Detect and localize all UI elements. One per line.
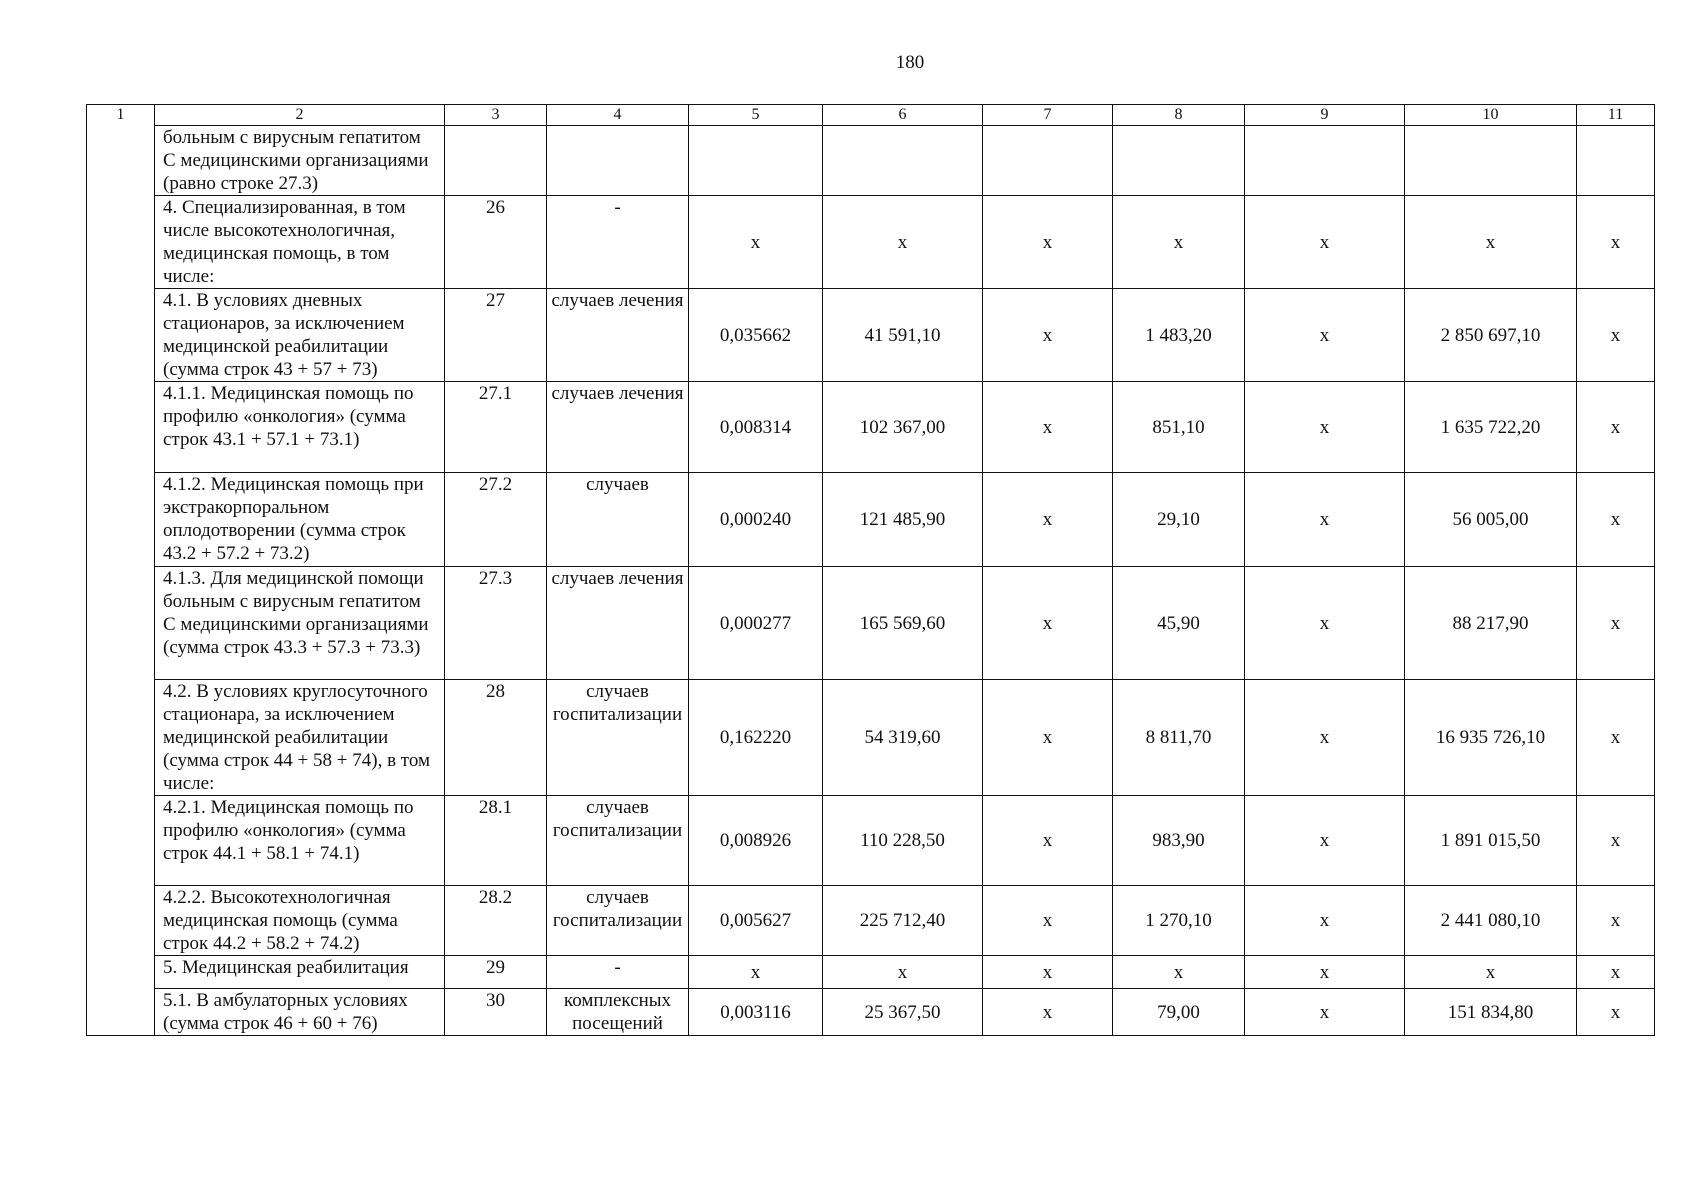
row-code-cell: 27.1 [445,382,547,473]
value-cell-c10: 2 850 697,10 [1405,289,1577,382]
value-cell-c8: 983,90 [1113,796,1245,886]
value-cell-c6: 225 712,40 [823,886,983,956]
column-number: 10 [1405,105,1577,126]
value-cell-c8: 8 811,70 [1113,680,1245,796]
row-code-cell: 27.3 [445,567,547,680]
row-number-cell [87,473,155,567]
value-cell-c7: х [983,382,1113,473]
value-cell-c7: х [983,680,1113,796]
value-cell-c7: х [983,989,1113,1036]
value-cell-c5: х [689,196,823,289]
value-cell-c11: х [1577,989,1655,1036]
value-cell-c8: 79,00 [1113,989,1245,1036]
value-cell-c9: х [1245,289,1405,382]
table-row [87,196,1655,289]
row-number-cell [87,382,155,473]
value-cell-c5: х [689,956,823,989]
value-cell-c6: 54 319,60 [823,680,983,796]
value-cell-c10: 88 217,90 [1405,567,1577,680]
value-cell-c6 [823,126,983,196]
table-row [87,126,1655,196]
value-cell-c5: 0,000240 [689,473,823,567]
table-body [87,105,1655,1036]
value-cell-c9: х [1245,567,1405,680]
value-cell-c8: х [1113,196,1245,289]
table-row [87,680,1655,796]
value-cell-c9: х [1245,680,1405,796]
table-row [87,382,1655,473]
value-cell-c10: 151 834,80 [1405,989,1577,1036]
indicator-name-cell: 4.2. В условиях круглосуточного стационара, за исключением медицинской реабилитации (сумма строк 44 + 58 + 74), в том числе: [155,680,445,796]
value-cell-c8: 1 483,20 [1113,289,1245,382]
unit-cell [547,126,689,196]
value-cell-c6: 41 591,10 [823,289,983,382]
row-number-cell [87,796,155,886]
indicator-name-cell: 4.1.3. Для медицинской помощи больным с вирусным гепатитом С медицинскими организациями (сумма строк 43.3 + 57.3 + 73.3) [155,567,445,680]
unit-cell: - [547,196,689,289]
row-code-cell: 29 [445,956,547,989]
value-cell-c9: х [1245,989,1405,1036]
column-number: 5 [689,105,823,126]
table-row [87,289,1655,382]
indicator-name-cell: 4.1.2. Медицинская помощь при экстракорпоральном оплодотворении (сумма строк 43.2 + 57.2 + 73.2) [155,473,445,567]
value-cell-c6: 110 228,50 [823,796,983,886]
value-cell-c8: х [1113,956,1245,989]
indicator-name-cell: 4. Специализированная, в том числе высокотехнологичная, медицинская помощь, в том числе: [155,196,445,289]
value-cell-c11 [1577,126,1655,196]
value-cell-c11: х [1577,886,1655,956]
value-cell-c6: 25 367,50 [823,989,983,1036]
value-cell-c9: х [1245,796,1405,886]
value-cell-c9 [1245,126,1405,196]
column-number: 11 [1577,105,1655,126]
value-cell-c9: х [1245,956,1405,989]
row-number-cell [87,126,155,196]
value-cell-c5: 0,035662 [689,289,823,382]
value-cell-c10: 1 635 722,20 [1405,382,1577,473]
row-code-cell: 28.1 [445,796,547,886]
indicator-name-cell: больным с вирусным гепатитом С медицинскими организациями (равно строке 27.3) [155,126,445,196]
value-cell-c8 [1113,126,1245,196]
value-cell-c8: 1 270,10 [1113,886,1245,956]
column-number: 7 [983,105,1113,126]
value-cell-c9: х [1245,382,1405,473]
value-cell-c5: 0,005627 [689,886,823,956]
table-row [87,956,1655,989]
value-cell-c7: х [983,956,1113,989]
unit-cell: - [547,956,689,989]
value-cell-c7: х [983,567,1113,680]
row-number-cell [87,680,155,796]
row-number-cell [87,196,155,289]
value-cell-c11: х [1577,473,1655,567]
value-cell-c7: х [983,473,1113,567]
value-cell-c9: х [1245,196,1405,289]
row-code-cell: 26 [445,196,547,289]
column-number: 8 [1113,105,1245,126]
column-number: 4 [547,105,689,126]
column-number: 3 [445,105,547,126]
value-cell-c5: 0,000277 [689,567,823,680]
value-cell-c5: 0,008314 [689,382,823,473]
column-number: 2 [155,105,445,126]
value-cell-c8: 29,10 [1113,473,1245,567]
unit-cell: случаев госпитализации [547,796,689,886]
unit-cell: случаев лечения [547,567,689,680]
value-cell-c9: х [1245,473,1405,567]
table-row [87,886,1655,956]
value-cell-c10: 56 005,00 [1405,473,1577,567]
row-code-cell: 30 [445,989,547,1036]
row-number-cell [87,567,155,680]
value-cell-c11: х [1577,196,1655,289]
indicator-name-cell: 5.1. В амбулаторных условиях (сумма строк 46 + 60 + 76) [155,989,445,1036]
value-cell-c6: х [823,196,983,289]
unit-cell: случаев госпитализации [547,680,689,796]
value-cell-c10: 2 441 080,10 [1405,886,1577,956]
table-row [87,567,1655,680]
value-cell-c11: х [1577,382,1655,473]
value-cell-c11: х [1577,956,1655,989]
row-code-cell: 28.2 [445,886,547,956]
value-cell-c10: 16 935 726,10 [1405,680,1577,796]
value-cell-c10: х [1405,956,1577,989]
value-cell-c7 [983,126,1113,196]
row-number-cell [87,989,155,1036]
indicator-name-cell: 5. Медицинская реабилитация [155,956,445,989]
value-cell-c10: 1 891 015,50 [1405,796,1577,886]
value-cell-c11: х [1577,680,1655,796]
indicator-name-cell: 4.1.1. Медицинская помощь по профилю «онкология» (сумма строк 43.1 + 57.1 + 73.1) [155,382,445,473]
row-code-cell: 27.2 [445,473,547,567]
unit-cell: случаев госпитализации [547,886,689,956]
value-cell-c11: х [1577,567,1655,680]
row-code-cell [445,126,547,196]
column-number: 9 [1245,105,1405,126]
value-cell-c10: х [1405,196,1577,289]
unit-cell: случаев лечения [547,289,689,382]
indicator-name-cell: 4.2.2. Высокотехнологичная медицинская помощь (сумма строк 44.2 + 58.2 + 74.2) [155,886,445,956]
value-cell-c6: 165 569,60 [823,567,983,680]
indicator-name-cell: 4.2.1. Медицинская помощь по профилю «онкология» (сумма строк 44.1 + 58.1 + 74.1) [155,796,445,886]
value-cell-c11: х [1577,289,1655,382]
table-row [87,796,1655,886]
table-row [87,473,1655,567]
value-cell-c6: 102 367,00 [823,382,983,473]
data-table [86,104,1655,1036]
value-cell-c9: х [1245,886,1405,956]
value-cell-c5 [689,126,823,196]
value-cell-c8: 45,90 [1113,567,1245,680]
page-number: 180 [895,52,925,73]
unit-cell: случаев [547,473,689,567]
value-cell-c7: х [983,886,1113,956]
column-number-row [87,105,1655,126]
row-code-cell: 28 [445,680,547,796]
column-number: 6 [823,105,983,126]
value-cell-c6: 121 485,90 [823,473,983,567]
row-code-cell: 27 [445,289,547,382]
row-number-cell [87,289,155,382]
value-cell-c10 [1405,126,1577,196]
value-cell-c6: х [823,956,983,989]
value-cell-c5: 0,008926 [689,796,823,886]
value-cell-c5: 0,162220 [689,680,823,796]
value-cell-c7: х [983,796,1113,886]
row-number-cell [87,956,155,989]
row-number-cell [87,886,155,956]
value-cell-c8: 851,10 [1113,382,1245,473]
column-number: 1 [87,105,155,126]
unit-cell: комплексных посещений [547,989,689,1036]
unit-cell: случаев лечения [547,382,689,473]
table-row [87,989,1655,1036]
value-cell-c5: 0,003116 [689,989,823,1036]
value-cell-c7: х [983,289,1113,382]
indicator-name-cell: 4.1. В условиях дневных стационаров, за исключением медицинской реабилитации (сумма строк 43 + 57 + 73) [155,289,445,382]
value-cell-c11: х [1577,796,1655,886]
value-cell-c7: х [983,196,1113,289]
